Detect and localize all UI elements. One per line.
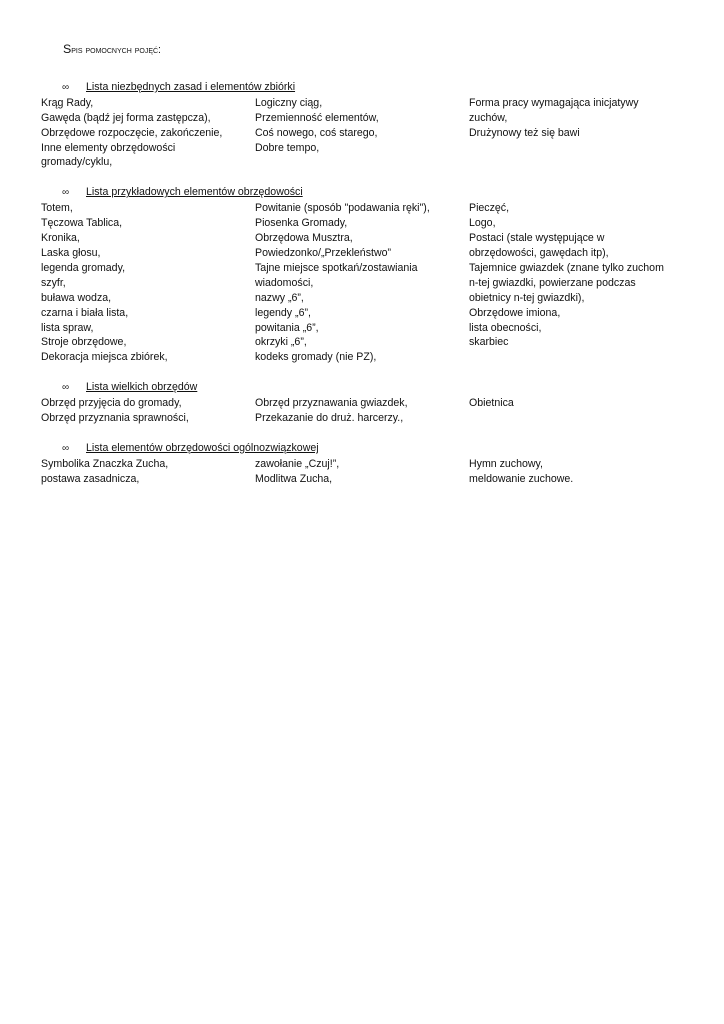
column-2 [255,396,469,426]
column-2 [255,457,469,487]
list-item: lista spraw, [41,321,94,334]
list-item: Modlitwa Zucha, [255,472,333,485]
section [41,441,681,487]
list-item: Obrzędowe imiona, [469,306,561,319]
section-heading-text: Lista przykładowych elementów obrzędowości [86,186,303,199]
list-item: Laska głosu, [41,246,101,259]
list-item: Obrzędowe rozpoczęcie, zakończenie, [41,126,223,139]
infinity-bullet-icon: ∞ [62,442,70,454]
document-page [41,42,681,502]
section-heading [62,185,681,201]
list-item: Powiedzonko/„Przekleństwo” [255,246,392,259]
list-item: Obrzęd przyjęcia do gromady, [41,397,182,410]
column-2 [255,201,469,365]
list-item: Dobre tempo, [255,141,320,154]
list-item: obrzędowości, gawędach itp), [469,246,609,259]
list-item: Totem, [41,202,73,215]
column-3 [469,96,681,171]
infinity-bullet-icon: ∞ [62,382,70,394]
list-item: Dekoracja miejsca zbiórek, [41,351,168,364]
section-heading-text: Lista elementów obrzędowości ogólnozwiązkowej [86,441,319,454]
list-item: skarbiec [469,336,509,349]
list-item: szyfr, [41,276,66,289]
list-item: nazwy „6”, [255,291,304,304]
list-item: Drużynowy też się bawi [469,126,580,139]
list-item: meldowanie zuchowe. [469,472,574,485]
list-item: Pieczęć, [469,202,510,215]
list-item: zuchów, [469,111,508,124]
column-3 [469,201,681,365]
list-item: Tęczowa Tablica, [41,217,123,230]
list-item: zawołanie „Czuj!”, [255,457,340,470]
section-columns [41,96,681,171]
column-2 [255,96,469,171]
section [41,185,681,365]
section [41,80,681,170]
list-item: Powitanie (sposób "podawania ręki"), [255,202,430,215]
section-heading [62,80,681,96]
list-item: powitania „6”, [255,321,319,334]
list-item: Obrzędowa Musztra, [255,232,353,245]
list-item: buława wodza, [41,291,112,304]
list-item: postawa zasadnicza, [41,472,140,485]
list-item: Tajne miejsce spotkań/zostawiania [255,261,418,274]
section-columns [41,396,681,426]
list-item: czarna i biała lista, [41,306,129,319]
list-item: Forma pracy wymagająca inicjatywy [469,96,639,109]
list-item: Postaci (stale występujące w [469,232,605,245]
section-heading [62,380,681,396]
section-heading-text: Lista wielkich obrzędów [86,381,198,394]
column-1 [41,396,255,426]
list-item: Logiczny ciąg, [255,96,323,109]
list-item: Logo, [469,217,496,230]
list-item: Obietnica [469,397,514,410]
list-item: Kronika, [41,232,80,245]
list-item: legendy „6”, [255,306,311,319]
list-item: Symbolika Znaczka Zucha, [41,457,169,470]
page-title-initial: S [63,42,72,56]
list-item: Stroje obrzędowe, [41,336,127,349]
list-item: okrzyki „6”, [255,336,307,349]
list-item: gromady/cyklu, [41,156,113,169]
column-1 [41,201,255,365]
column-1 [41,96,255,171]
section-columns [41,201,681,365]
section [41,380,681,426]
column-1 [41,457,255,487]
list-item: n-tej gwiazdki, powierzane podczas [469,276,636,289]
section-columns [41,457,681,487]
page-title-rest: pis pomocnych pojęć: [71,44,161,56]
list-item: Piosenka Gromady, [255,217,348,230]
list-item: Coś nowego, coś starego, [255,126,378,139]
list-item: legenda gromady, [41,261,126,274]
list-item: Obrzęd przyznawania gwiazdek, [255,397,408,410]
list-item: Obrzęd przyznania sprawności, [41,412,189,425]
infinity-bullet-icon: ∞ [62,187,70,199]
list-item: Krąg Rady, [41,96,94,109]
section-heading-text: Lista niezbędnych zasad i elementów zbiórki [86,80,296,93]
list-item: lista obecności, [469,321,542,334]
list-item: Gawęda (bądź jej forma zastępcza), [41,111,211,124]
infinity-bullet-icon: ∞ [62,81,70,93]
page-title [63,42,681,58]
column-3 [469,396,681,426]
column-3 [469,457,681,487]
list-item: Hymn zuchowy, [469,457,543,470]
sections-container [41,80,681,487]
list-item: wiadomości, [255,276,314,289]
section-heading [62,441,681,457]
list-item: Tajemnice gwiazdek (znane tylko zuchom [469,261,664,274]
list-item: Inne elementy obrzędowości [41,141,176,154]
list-item: kodeks gromady (nie PZ), [255,351,377,364]
list-item: obietnicy n-tej gwiazdki), [469,291,585,304]
list-item: Przekazanie do druż. harcerzy., [255,412,404,425]
list-item: Przemienność elementów, [255,111,379,124]
